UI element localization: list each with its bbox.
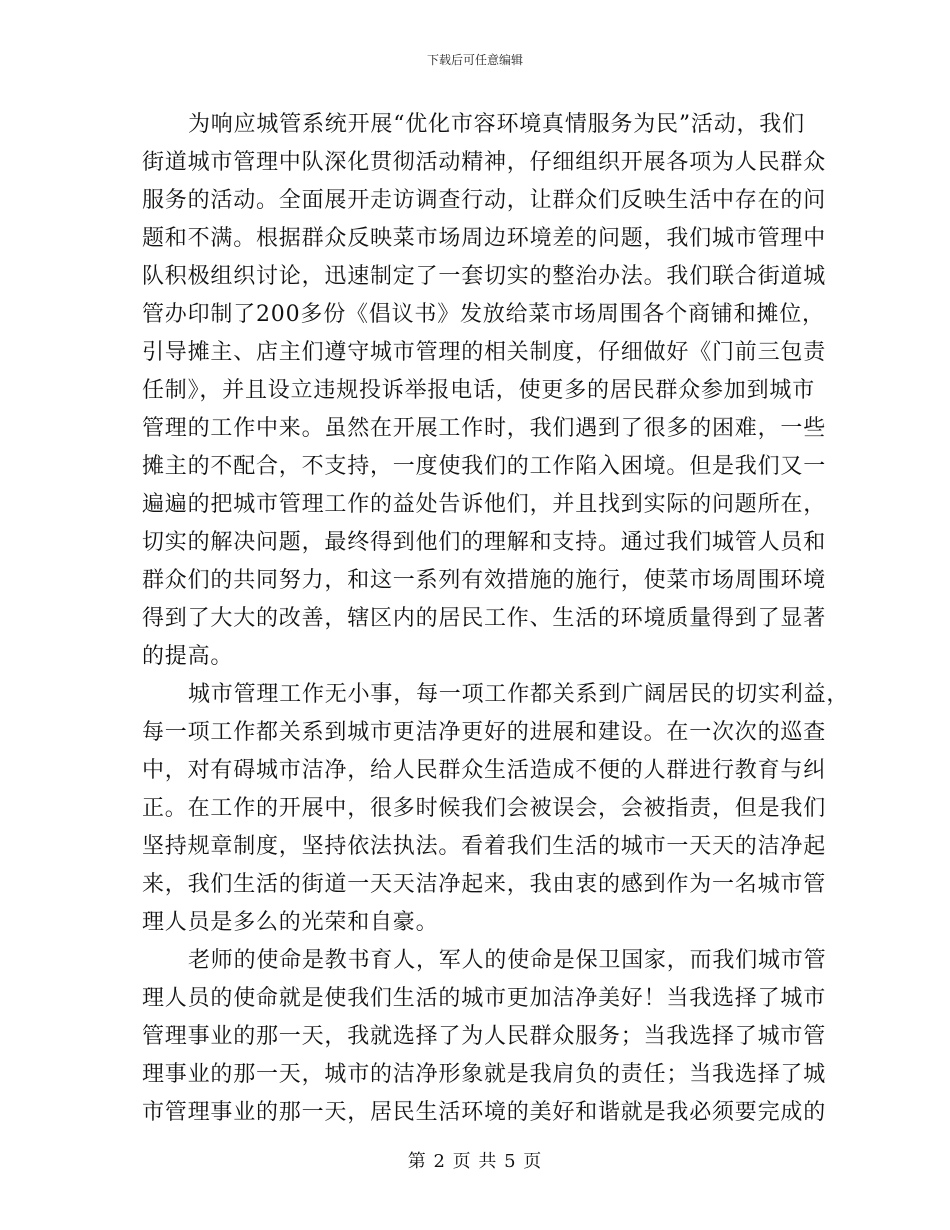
text-line: 遍遍的把城市管理工作的益处告诉他们，并且找到实际的问题所在， bbox=[142, 492, 827, 517]
text-line: 任制》，并且设立违规投诉举报电话，使更多的居民群众参加到城市 bbox=[142, 378, 816, 403]
text-line: 得到了大大的改善，辖区内的居民工作、生活的环境质量得到了显著 bbox=[142, 606, 827, 631]
text-line: 队积极组织讨论，迅速制定了一套切实的整治办法。我们联合街道城 bbox=[142, 264, 827, 289]
text-line: 服务的活动。全面展开走访调查行动，让群众们反映生活中存在的问 bbox=[142, 188, 827, 213]
text-line: 每一项工作都关系到城市更洁净更好的进展和建设。在一次次的巡查 bbox=[142, 720, 827, 745]
text-line: 为响应城管系统开展“优化市容环境真情服务为民”活动，我们 bbox=[188, 112, 805, 137]
text-line: 管办印制了200多份《倡议书》发放给菜市场周围各个商铺和摊位， bbox=[142, 302, 825, 327]
text-line: 市管理事业的那一天，居民生活环境的美好和谐就是我必须要完成的 bbox=[142, 1100, 827, 1125]
text-line: 摊主的不配合，不支持，一度使我们的工作陷入困境。但是我们又一 bbox=[142, 454, 827, 479]
page-footer: 第 2 页 共 5 页 bbox=[407, 1151, 543, 1172]
text-line: 群众们的共同努力，和这一系列有效措施的施行，使菜市场周围环境 bbox=[142, 568, 827, 593]
document-body bbox=[142, 106, 850, 1132]
paragraph-1 bbox=[142, 106, 827, 676]
text-line: 的提高。 bbox=[142, 644, 234, 669]
page-header: 下载后可任意编辑 bbox=[426, 53, 523, 67]
text-line: 管理事业的那一天，我就选择了为人民群众服务；当我选择了城市管 bbox=[142, 1024, 827, 1049]
text-line: 理人员的使命就是使我们生活的城市更加洁净美好！当我选择了城市 bbox=[142, 986, 827, 1011]
text-line: 老师的使命是教书育人，军人的使命是保卫国家，而我们城市管 bbox=[188, 948, 827, 973]
text-line: 街道城市管理中队深化贯彻活动精神，仔细组织开展各项为人民群众 bbox=[142, 150, 827, 175]
text-line: 城市管理工作无小事，每一项工作都关系到广阔居民的切实利益， bbox=[188, 682, 850, 707]
text-line: 理人员是多么的光荣和自豪。 bbox=[142, 910, 439, 935]
paragraph-2 bbox=[142, 676, 850, 942]
paragraph-3 bbox=[142, 942, 827, 1132]
text-line: 引导摊主、店主们遵守城市管理的相关制度，仔细做好《门前三包责 bbox=[142, 340, 827, 365]
text-line: 切实的解决问题，最终得到他们的理解和支持。通过我们城管人员和 bbox=[142, 530, 827, 555]
text-line: 题和不满。根据群众反映菜市场周边环境差的问题，我们城市管理中 bbox=[142, 226, 827, 251]
text-line: 中，对有碍城市洁净，给人民群众生活造成不便的人群进行教育与纠 bbox=[142, 758, 827, 783]
text-line: 来，我们生活的街道一天天洁净起来，我由衷的感到作为一名城市管 bbox=[142, 872, 827, 897]
text-line: 正。在工作的开展中，很多时候我们会被误会，会被指责，但是我们 bbox=[142, 796, 827, 821]
text-line: 坚持规章制度，坚持依法执法。看着我们生活的城市一天天的洁净起 bbox=[142, 834, 827, 859]
text-line: 管理的工作中来。虽然在开展工作时，我们遇到了很多的困难，一些 bbox=[142, 416, 827, 441]
text-line: 理事业的那一天，城市的洁净形象就是我肩负的责任；当我选择了城 bbox=[142, 1062, 827, 1087]
